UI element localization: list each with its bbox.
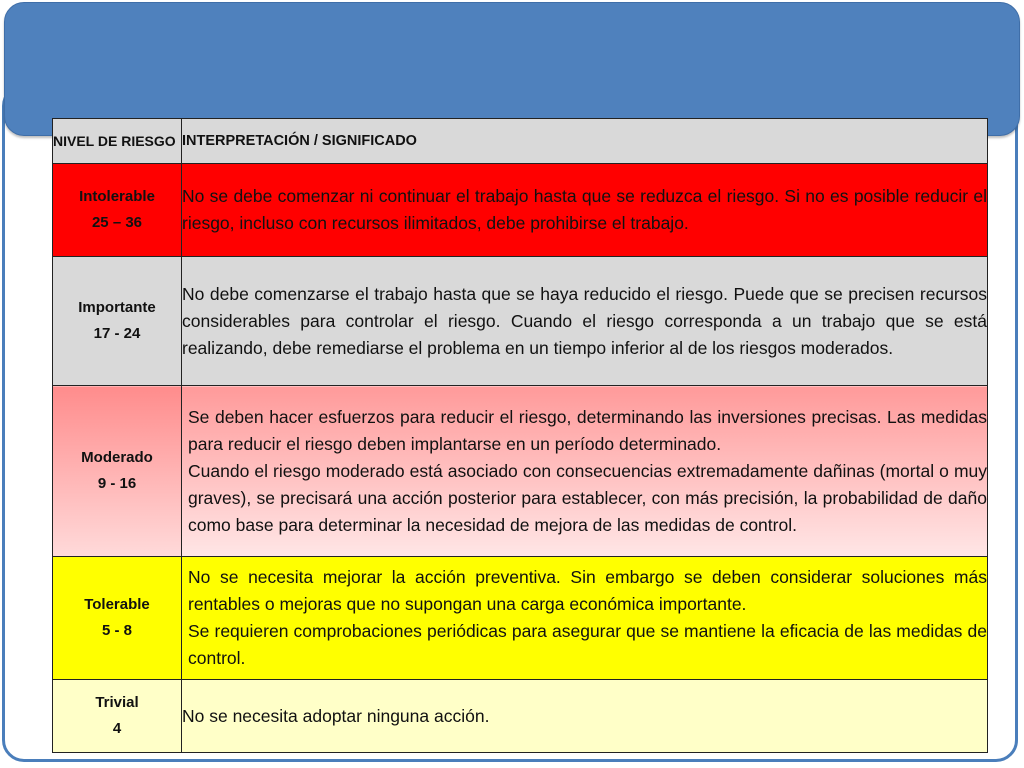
risk-meaning-cell xyxy=(182,386,988,557)
risk-level-range: 17 - 24 xyxy=(93,325,141,342)
risk-row-trivial xyxy=(53,680,988,753)
risk-level-range: 4 xyxy=(112,720,122,737)
table-header-row xyxy=(53,119,988,164)
risk-meaning-text: No se necesita mejorar la acción preventiva. Sin embargo se deben considerar soluciones más rentables o mejoras que no supongan una carga económica importante. xyxy=(188,567,987,614)
risk-level-name: Trivial xyxy=(95,694,139,711)
risk-meaning-text: Cuando el riesgo moderado está asociado con consecuencias extremadamente dañinas (mortal o muy graves), se precisará una acción posterior para establecer, con más precisión, la probabilidad de daño como base para determinar la necesidad de mejora de las medidas de control. xyxy=(188,460,987,535)
risk-level-cell xyxy=(53,164,182,257)
risk-level-name: Tolerable xyxy=(84,596,150,613)
risk-meaning-text: Se deben hacer esfuerzos para reducir el riesgo, determinando las inversiones precisas. Las medidas para reducir el riesgo deben implantarse en un período determinado. xyxy=(188,406,987,454)
risk-level-name: Importante xyxy=(78,299,156,316)
risk-level-cell xyxy=(53,386,182,557)
risk-meaning-cell xyxy=(182,164,988,257)
level-column-header: NIVEL DE RIESGO xyxy=(53,119,182,164)
risk-meaning-cell xyxy=(182,557,988,680)
risk-level-name: Intolerable xyxy=(79,188,155,205)
risk-row-tolerable xyxy=(53,557,988,680)
risk-level-range: 25 – 36 xyxy=(91,214,143,231)
risk-level-cell xyxy=(53,557,182,680)
risk-meaning-text: No debe comenzarse el trabajo hasta que se haya reducido el riesgo. Puede que se precisen recursos considerables para controlar el riesgo. Cuando el riesgo corresponda a un trabajo que se está realizando, debe remediarse el problema en un tiempo inferior al de los riesgos moderados. xyxy=(182,283,987,358)
slide-header-band xyxy=(4,2,1020,136)
risk-level-cell xyxy=(53,257,182,386)
risk-meaning-text: No se debe comenzar ni continuar el trabajo hasta que se reduzca el riesgo. Si no es posible reducir el riesgo, incluso con recursos ilimitados, debe prohibirse el trabajo. xyxy=(182,186,987,233)
risk-meaning-cell xyxy=(182,257,988,386)
risk-level-table xyxy=(52,118,988,753)
risk-level-cell xyxy=(53,680,182,753)
meaning-column-header: INTERPRETACIÓN / SIGNIFICADO xyxy=(182,119,988,164)
risk-meaning-text: No se necesita adoptar ninguna acción. xyxy=(182,705,490,726)
risk-row-importante xyxy=(53,257,988,386)
risk-row-moderado xyxy=(53,386,988,557)
risk-row-intolerable xyxy=(53,164,988,257)
risk-level-range: 5 - 8 xyxy=(101,622,132,639)
risk-level-range: 9 - 16 xyxy=(97,475,137,492)
risk-meaning-cell xyxy=(182,680,988,753)
risk-meaning-text: Se requieren comprobaciones periódicas para asegurar que se mantiene la eficacia de las medidas de control. xyxy=(188,621,987,668)
risk-level-name: Moderado xyxy=(81,449,153,466)
